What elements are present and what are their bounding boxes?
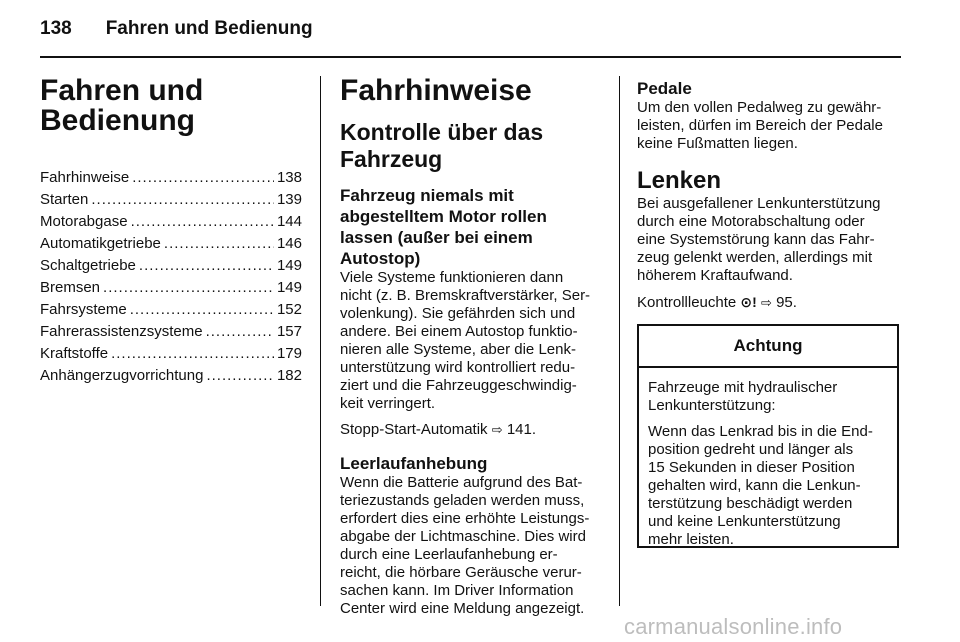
caution-paragraph-1: Fahrzeuge mit hydraulischer Lenkunterstützung:	[648, 379, 838, 414]
paragraph-pedale: Um den vollen Pedalweg zu gewähr- leisten, dürfen im Bereich der Pedale keine Fußmatten liegen.	[637, 99, 883, 152]
toc-item-fahrsysteme[interactable]: Fahrsysteme ..... 152	[40, 301, 302, 323]
page-header	[40, 18, 313, 40]
caution-paragraph-2: Wenn das Lenkrad bis in die End- position gedreht und länger als 15 Sekunden in dieser Position gehalten wird, kann die Lenkun- terstützung beschädigt werden und keine Lenkunterstützung mehr leisten.	[648, 423, 873, 548]
toc-item-fahrerassistenzsysteme[interactable]: Fahrerassistenzsysteme ..... 157	[40, 323, 302, 345]
heading-leerlaufanhebung: Leerlaufanhebung	[340, 454, 488, 473]
section-lenken: Lenken	[637, 167, 722, 194]
caution-body	[639, 368, 897, 549]
reference-stopp-start[interactable]: Stopp-Start-Automatik ⇨ 141.	[340, 421, 537, 438]
column-fahrhinweise	[340, 70, 602, 618]
page-number: 138	[40, 18, 72, 39]
toc-item-automatikgetriebe[interactable]: Automatikgetriebe ..... 146	[40, 235, 302, 257]
caution-title: Achtung	[639, 326, 897, 368]
toc-item-motorabgase[interactable]: Motorabgase ..... 144	[40, 213, 302, 235]
toc-item-bremsen[interactable]: Bremsen ..... 149	[40, 279, 302, 301]
toc-item-anhaengerzugvorrichtung[interactable]: Anhängerzugvorrichtung ..... 182	[40, 367, 302, 389]
column-pedale-lenken	[637, 70, 901, 312]
paragraph-lenken: Bei ausgefallener Lenkunterstützung durch eine Motorabschaltung oder eine Systemstörung kann das Fahr- zeug gelenkt werden, allerdings mit höherem Kraftaufwand.	[637, 195, 881, 284]
toc-item-starten[interactable]: Starten ..... 139	[40, 191, 302, 213]
steering-warning-icon: ⊙!	[740, 294, 757, 310]
column-toc	[40, 70, 302, 389]
chapter-title: Fahren und Bedienung	[105, 18, 313, 39]
subsection-title: Kontrolle über das Fahrzeug	[340, 119, 544, 172]
toc-item-schaltgetriebe[interactable]: Schaltgetriebe ..... 149	[40, 257, 302, 279]
watermark: carmanualsonline.info	[624, 614, 843, 639]
section-title: Fahrhinweise	[340, 74, 532, 107]
reference-kontrollleuchte[interactable]: Kontrollleuchte ⊙! ⇨ 95.	[637, 294, 797, 311]
paragraph-systeme: Viele Systeme funktionieren dann nicht (z. B. Bremskraftverstärker, Ser- volenkung). Sie gefährden sich und andere. Bei einem Autostop funktio- nieren alle Systeme, aber die Lenk- unterstützung wird kontrolliert redu- ziert und die Fahrzeuggeschwindig- keit verringert.	[340, 269, 591, 412]
header-rule	[40, 56, 901, 58]
heading-rollen: Fahrzeug niemals mit abgestelltem Motor rollen lassen (außer bei einem Autostop)	[340, 186, 547, 268]
toc-item-kraftstoffe[interactable]: Kraftstoffe ..... 179	[40, 345, 302, 367]
table-of-contents	[40, 169, 302, 389]
column-divider-1	[320, 76, 321, 606]
chapter-heading: Fahren und Bedienung	[40, 74, 204, 137]
page-ref-arrow-icon: ⇨	[491, 422, 503, 437]
heading-pedale: Pedale	[637, 79, 692, 98]
column-divider-2	[619, 76, 620, 606]
caution-box	[637, 324, 899, 548]
toc-item-fahrhinweise[interactable]: Fahrhinweise ..... 138	[40, 169, 302, 191]
page-ref-arrow-icon: ⇨	[760, 295, 772, 310]
paragraph-leerlauf: Wenn die Batterie aufgrund des Bat- teriezustands geladen werden muss, erfordert dies eine erhöhte Leistungs- abgabe der Lichtmaschine. Dies wird durch eine Leerlaufanhebung er- reicht, die hörbare Geräusche verur- sachen kann. Im Driver Information Center wird eine Meldung angezeigt.	[340, 474, 590, 617]
